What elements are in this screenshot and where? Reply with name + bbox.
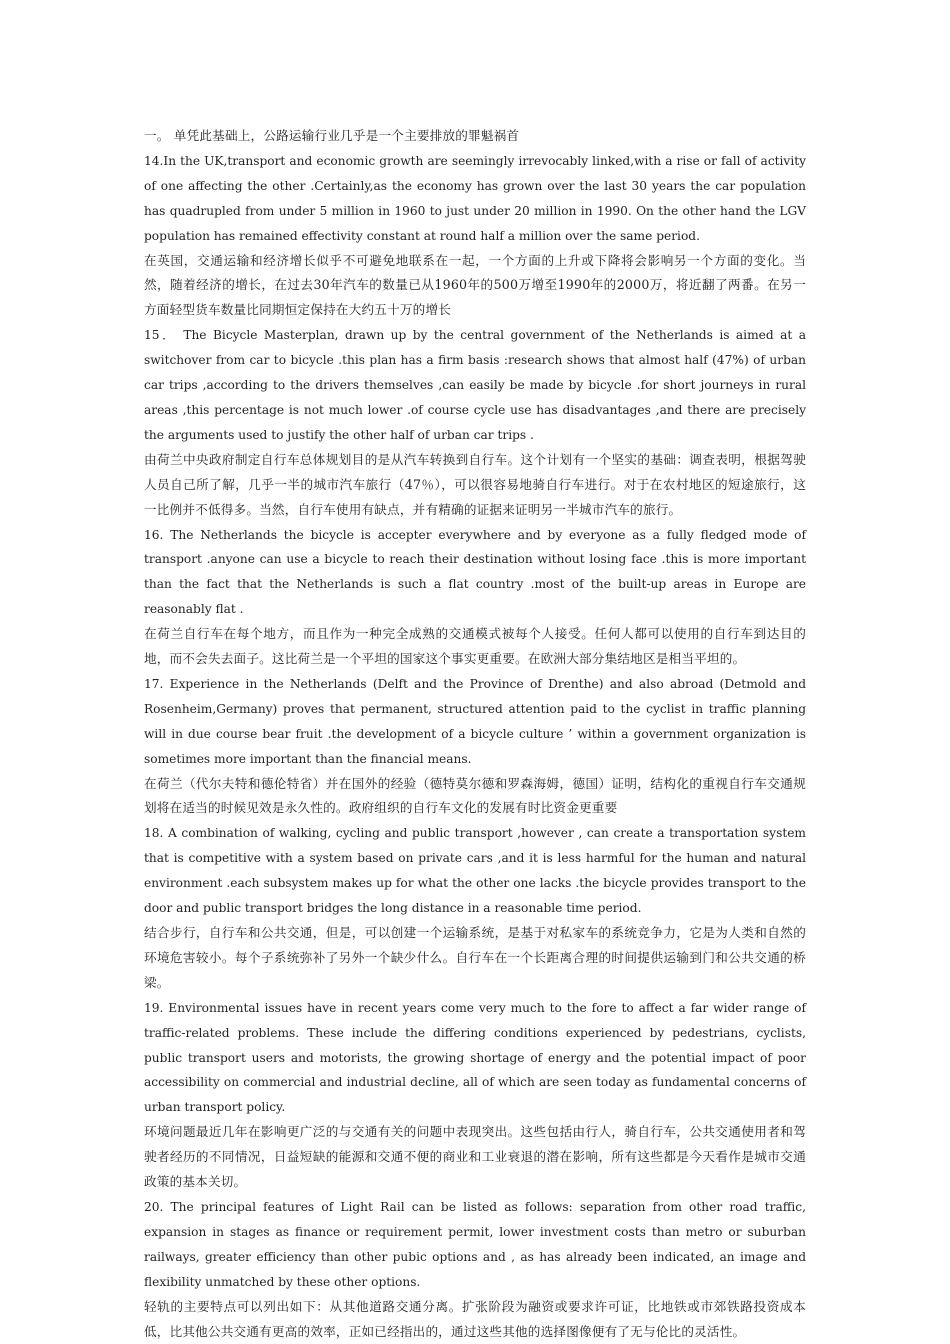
paragraph-19-zh: 环境问题最近几年在影响更广泛的与交通有关的问题中表现突出。这些包括由行人，骑自行车，公共交通使用者和驾驶者经历的不同情况，日益短缺的能源和交通不便的商业和工业衰退的潜在影响，所有这些都是今天看作是城市交通政策的基本关切。 (144, 1124, 806, 1190)
paragraph-16-zh: 在荷兰自行车在每个地方，而且作为一种完全成熟的交通模式被每个人接受。任何人都可以使用的自行车到达目的地，而不会失去面子。这比荷兰是一个平坦的国家这个事实更重要。在欧洲大部分集结地区是相当平坦的。 (144, 626, 806, 667)
paragraph-16-en: 16. The Netherlands the bicycle is accepter everywhere and by everyone as a fully fledged mode of transport .anyone can use a bicycle to reach their destination without losing face .this is more important than the fact that the Netherlands is such a flat country .most of the built-up areas in Europe are reasonably flat . (144, 527, 806, 617)
paragraph-17-zh: 在荷兰（代尔夫特和德伦特省）并在国外的经验（德特莫尔德和罗森海姆，德国）证明，结构化的重视自行车交通规划将在适当的时候见效是永久性的。政府组织的自行车文化的发展有时比资金更重要 (144, 775, 806, 816)
paragraph-14-en: 14.In the UK,transport and economic growth are seemingly irrevocably linked,with a rise or fall of activity of one affecting the other .Certainly,as the economy has grown over the last 30 years the car population has quadrupled from under 5 million in 1960 to just under 20 million in 1990. On the other hand the LGV population has remained effectivity constant at round half a million over the same period. (144, 153, 806, 243)
paragraph-20-en: 20. The principal features of Light Rail can be listed as follows: separation from other road traffic, expansion in stages as finance or requirement permit, lower investment costs than metro or suburban railways, greater efficiency than other pubic options and , as has already been indicated, an image and flexibility unmatched by these other options. (144, 1199, 806, 1289)
paragraph-20-zh: 轻轨的主要特点可以列出如下：从其他道路交通分离。扩张阶段为融资或要求许可证，比地铁或市郊铁路投资成本低，比其他公共交通有更高的效率，正如已经指出的，通过这些其他的选择图像便有了无与伦比的灵活性。 (144, 1298, 806, 1339)
paragraph-17-en: 17. Experience in the Netherlands (Delft and the Province of Drenthe) and also abroad (Detmold and Rosenheim,Germany) proves that permanent, structured attention paid to the cyclist in traffic planning will in due course bear fruit .the development of a bicycle culture ’ within a government organization is sometimes more important than the financial means. (144, 676, 806, 766)
document-heading: 一。 单凭此基础上，公路运输行业几乎是一个主要排放的罪魁祸首 (144, 128, 520, 143)
paragraph-19-en: 19. Environmental issues have in recent years come very much to the fore to affect a far wider range of traffic-related problems. These include the differing conditions experienced by pedestrians, cyclists, public transport users and motorists, the growing shortage of energy and the potential impact of poor accessibility on commercial and industrial decline, all of which are seen today as fundamental concerns of urban transport policy. (144, 1000, 806, 1115)
paragraph-18-en: 18. A combination of walking, cycling and public transport ,however , can create a transportation system that is competitive with a system based on private cars ,and it is less harmful for the human and natural environment .each subsystem makes up for what the other one lacks .the bicycle provides transport to the door and public transport bridges the long distance in a reasonable time period. (144, 826, 806, 916)
paragraph-15-en: 15． The Bicycle Masterplan, drawn up by the central government of the Netherlands is aimed at a switchover from car to bicycle .this plan has a firm basis :research shows that almost half (47%) of urban car trips ,according to the drivers themselves ,can easily be made by bicycle .for short journeys in rural areas ,this percentage is not much lower .of course cycle use has disadvantages ,and there are precisely the arguments used to justify the other half of urban car trips . (144, 328, 806, 442)
document-body (144, 124, 806, 1344)
paragraph-14-zh: 在英国，交通运输和经济增长似乎不可避免地联系在一起，一个方面的上升或下降将会影响另一个方面的变化。当然，随着经济的增长，在过去30年汽车的数量已从1960年的500万增至1990年的2000万，将近翻了两番。在另一方面轻型货车数量比同期恒定保持在大约五十万的增长 (144, 252, 806, 318)
paragraph-18-zh: 结合步行，自行车和公共交通，但是，可以创建一个运输系统，是基于对私家车的系统竞争力，它是为人类和自然的环境危害较小。每个子系统弥补了另外一个缺少什么。自行车在一个长距离合理的时间提供运输到门和公共交通的桥梁。 (144, 925, 806, 990)
paragraph-15-zh: 由荷兰中央政府制定自行车总体规划目的是从汽车转换到自行车。这个计划有一个坚实的基础：调查表明，根据驾驶人员自己所了解，几乎一半的城市汽车旅行（47％），可以很容易地骑自行车进行。对于在农村地区的短途旅行，这一比例并不低得多。当然，自行车使用有缺点，并有精确的证据来证明另一半城市汽车的旅行。 (144, 451, 806, 517)
